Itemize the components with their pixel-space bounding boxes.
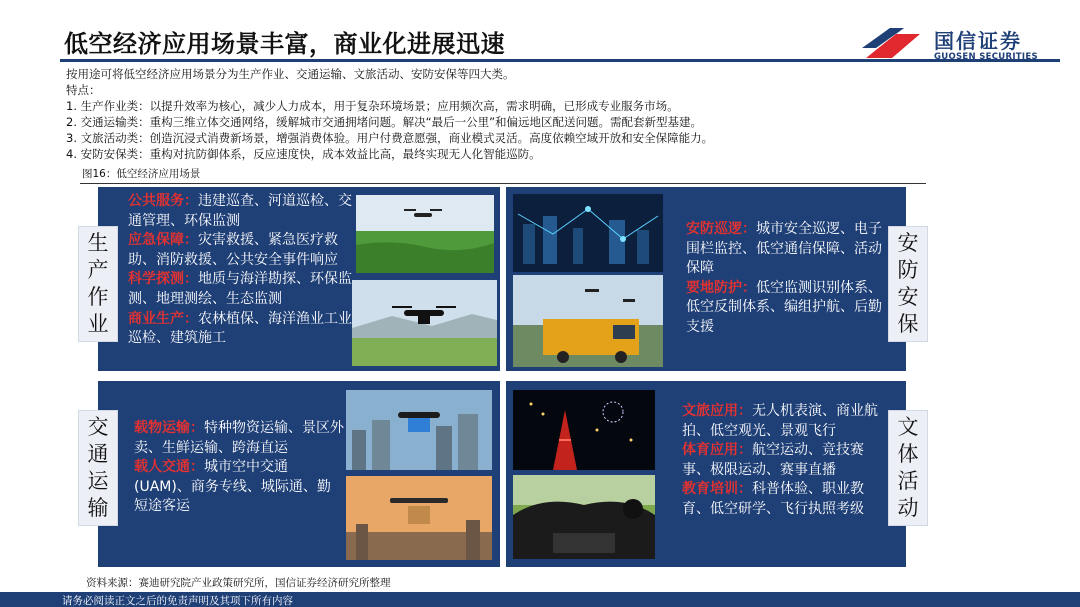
category-production: 生产作业 (78, 226, 118, 342)
photo-smart-city-network (513, 194, 663, 272)
intro-line: 1. 生产作业类：以提升效率为核心，减少人力成本，用于复杂环境场景；应用频次高，需求明确，已形成专业服务市场。 (66, 99, 679, 113)
item-head: 安防巡逻： (686, 221, 756, 237)
photo-helicopter-cockpit (513, 475, 655, 559)
item-body: 地质与海洋勘探、环保监测、地理测绘、生态监测 (128, 271, 352, 307)
production-text (128, 192, 356, 349)
category-security: 安防安保 (888, 226, 928, 342)
item-head: 文旅应用： (682, 403, 752, 419)
item-body: 特种物资运输、景区外卖、生鲜运输、跨海直运 (134, 420, 344, 456)
item-head: 要地防护： (686, 279, 756, 296)
figure-label: 图16：低空经济应用场景 (82, 168, 201, 180)
guosen-logo (860, 24, 1060, 64)
item-head: 教育培训： (682, 481, 752, 498)
intro-line: 2. 交通运输类：重构三维立体交通网络，缓解城市交通拥堵问题。解决“最后一公里”和偏远地区配送问题。需配套新型基建。 (66, 115, 703, 129)
item-head: 科学探测： (128, 271, 198, 288)
item-head: 体育应用： (682, 442, 752, 459)
item-body: 低空监测识别体系、低空反制体系、编组护航、后勤支援 (686, 279, 882, 335)
item-body: 无人机表演、商业航拍、低空观光、景观飞行 (682, 403, 878, 439)
item-head: 载物运输： (134, 420, 204, 436)
item-head: 应急保障： (128, 232, 198, 249)
category-transport: 交通运输 (78, 410, 118, 526)
intro-line: 特点： (66, 83, 101, 97)
item-head: 公共服务： (128, 193, 198, 209)
item-body: 违建巡查、河道巡检、交通管理、环保监测 (128, 193, 352, 229)
item-body: 科普体验、职业教育、低空研学、飞行执照考级 (682, 481, 864, 517)
page-title: 低空经济应用场景丰富，商业化进展迅速 (64, 30, 505, 58)
intro-line: 按用途可将低空经济应用场景分为生产作业、交通运输、文旅活动、安防安保等四大类。 (66, 67, 515, 81)
photo-delivery-drone-city (346, 390, 492, 470)
photo-cargo-drone-sunset (346, 476, 492, 560)
item-head: 商业生产： (128, 310, 198, 327)
source-note: 资料来源：赛迪研究院产业政策研究所，国信证券经济研究所整理 (86, 577, 391, 589)
logo-chinese-name: 国信证券 (934, 29, 1022, 53)
security-text (686, 220, 884, 338)
disclaimer-text: 请务必阅读正文之后的免责声明及其项下所有内容 (62, 595, 293, 607)
item-body: 城市空中交通(UAM)、商务专线、城际通、勤短途客运 (134, 459, 331, 515)
item-body: 城市安全巡逻、电子围栏监控、低空通信保障、活动保障 (686, 221, 882, 277)
photo-drone-light-show (513, 390, 655, 470)
photo-drone-command-vehicle (513, 275, 663, 367)
culture-text (682, 402, 882, 520)
logo-english-name: GUOSEN SECURITIES (934, 52, 1038, 62)
intro-line: 4. 安防安保类：重构对抗防御体系，反应速度快，成本效益比高，最终实现无人化智能巡防。 (66, 147, 541, 161)
figure-divider (80, 183, 926, 184)
item-body: 航空运动、竞技赛事、极限运动、赛事直播 (682, 442, 864, 478)
item-head: 载人交通： (134, 459, 204, 476)
guosen-logo-mark-icon (860, 24, 924, 62)
item-body: 灾害救援、紧急医疗救助、消防救援、公共安全事件响应 (128, 232, 338, 268)
item-body: 农林植保、海洋渔业工业巡检、建筑施工 (128, 310, 352, 347)
photo-agri-drone (352, 280, 497, 366)
intro-line: 3. 文旅活动类：创造沉浸式消费新场景，增强消费体验。用户付费意愿强，商业模式灵活。高度依赖空域开放和安全保障能力。 (66, 131, 714, 145)
photo-drone-over-field (356, 195, 494, 273)
intro-text (66, 66, 1056, 162)
category-culture: 文体活动 (888, 410, 928, 526)
transport-text (134, 419, 344, 517)
